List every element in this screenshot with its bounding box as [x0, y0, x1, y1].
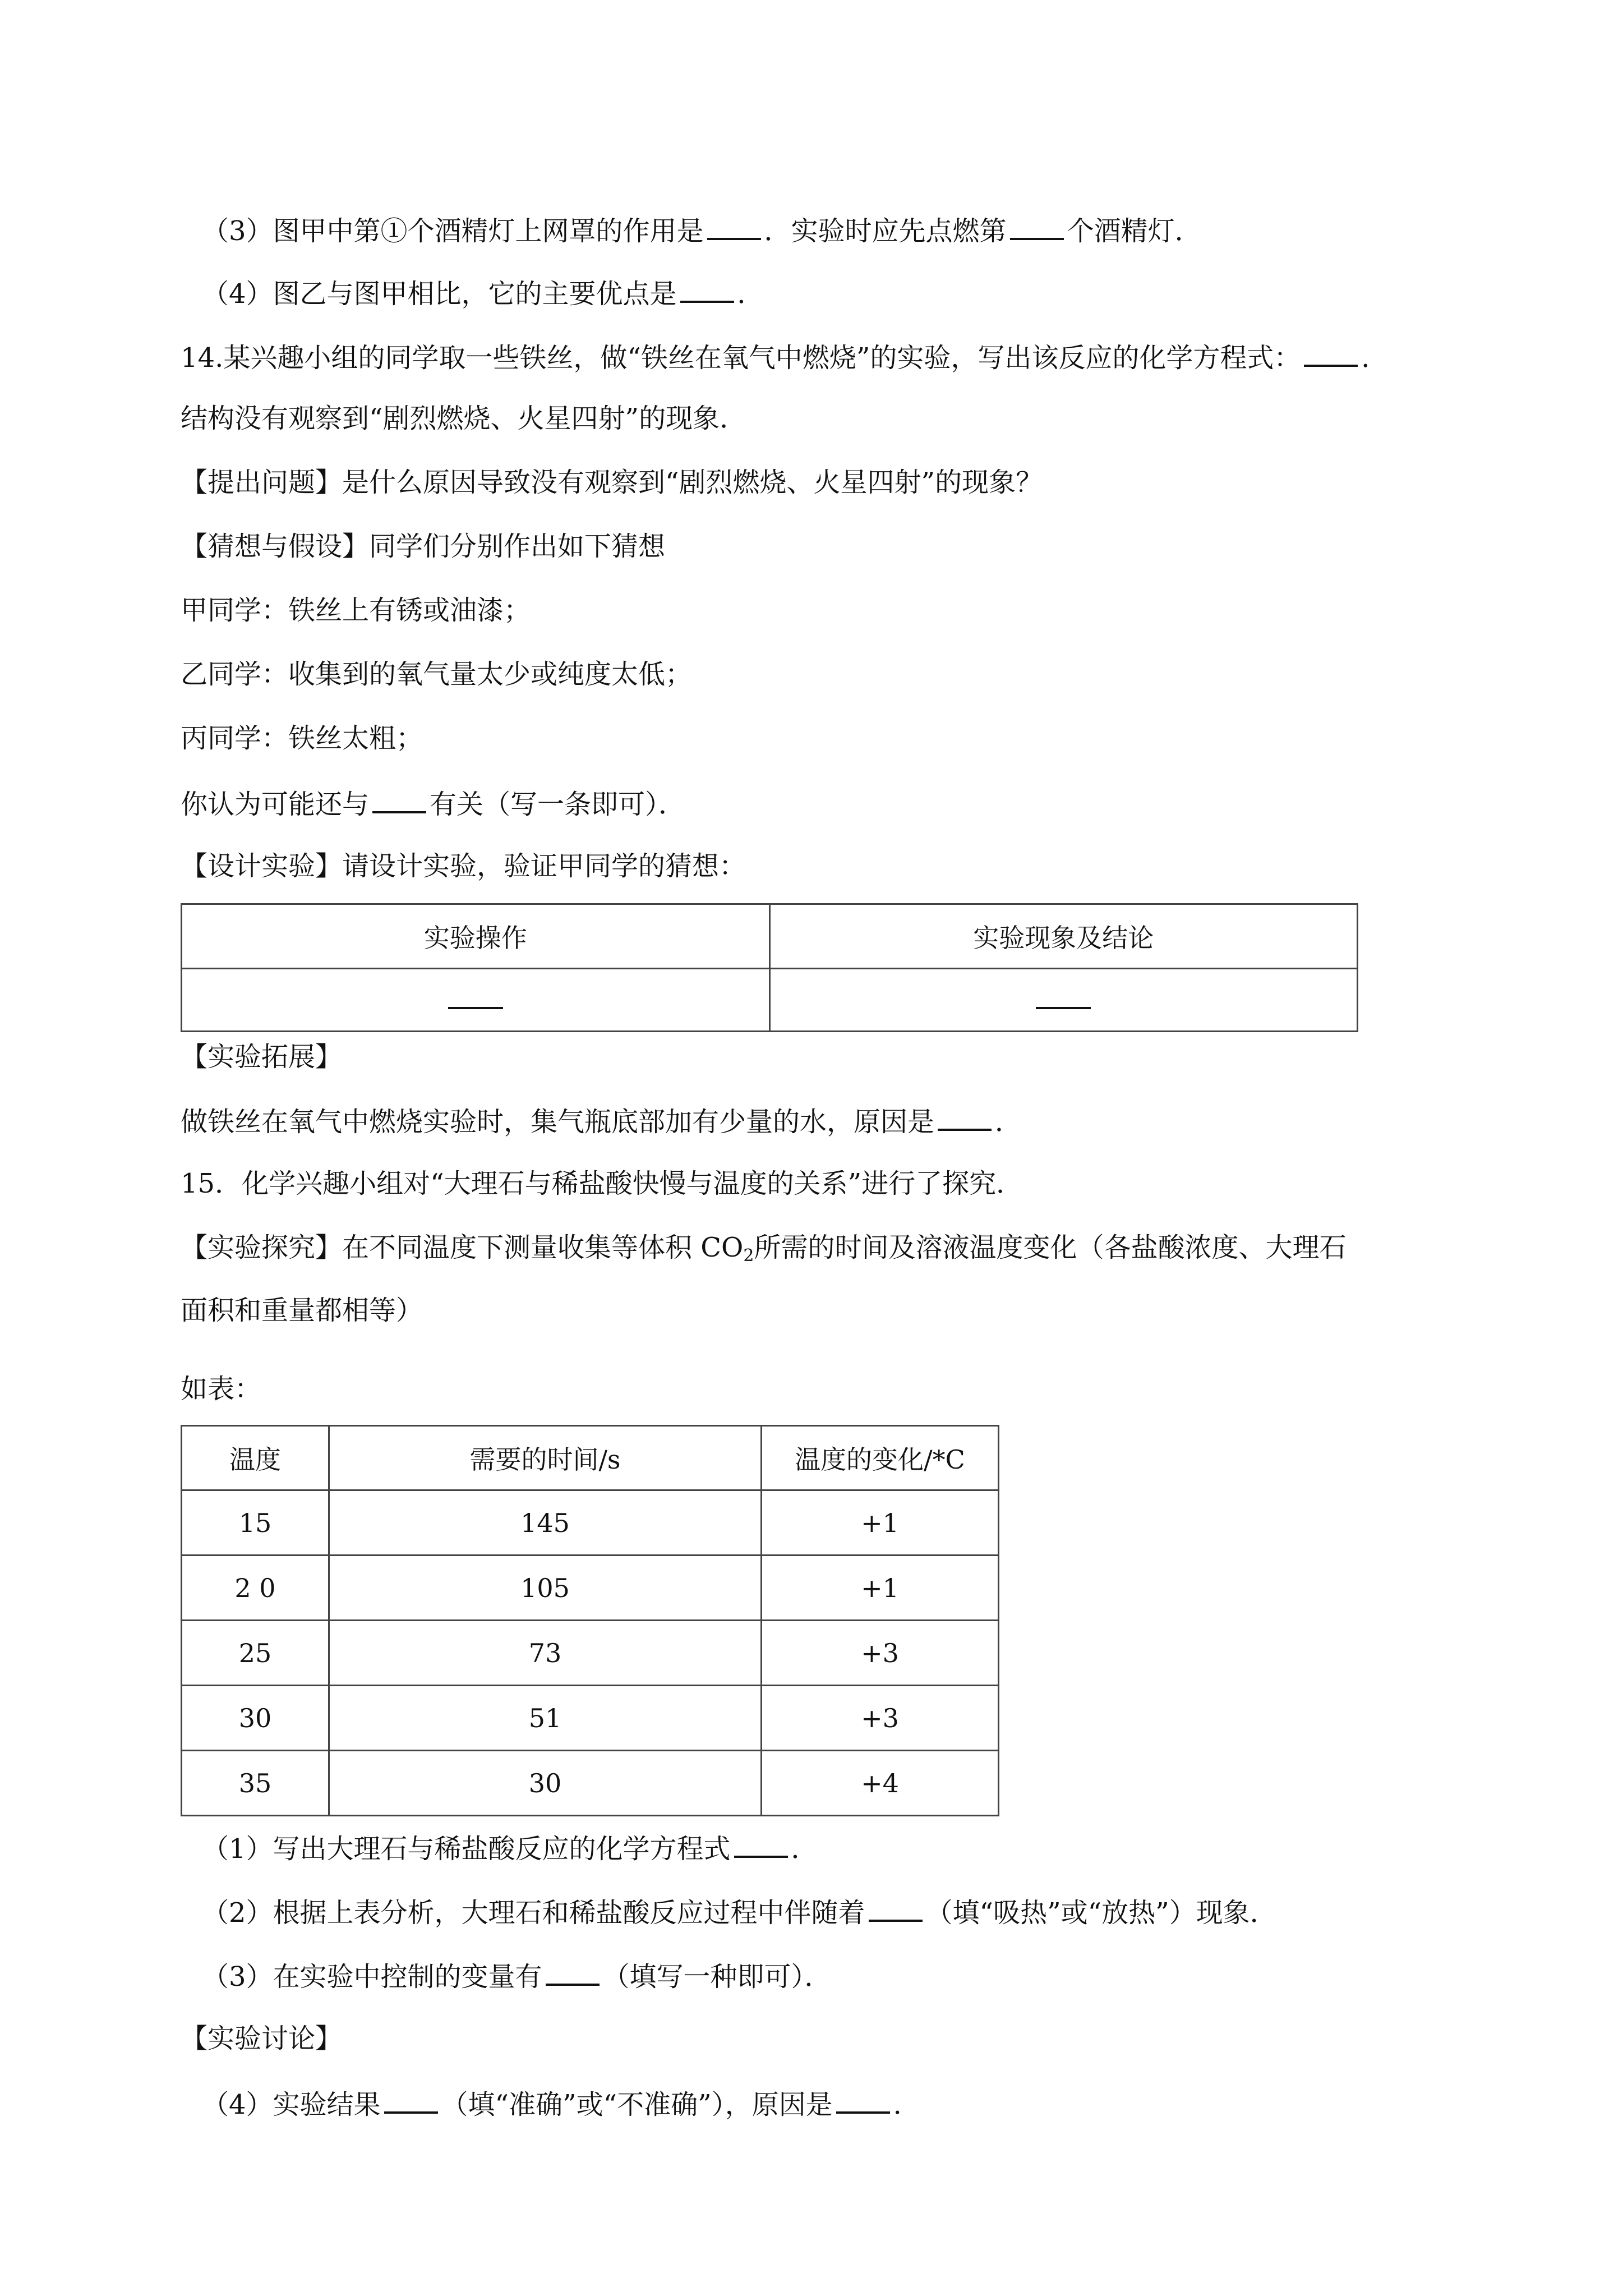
- text: 做铁丝在氧气中燃烧实验时，集气瓶底部加有少量的水，原因是: [181, 1106, 935, 1138]
- table-row: [182, 1490, 999, 1556]
- text: （填“准确”或“不准确”），原因是: [441, 2089, 833, 2120]
- answer-blank[interactable]: [734, 1830, 788, 1858]
- answer-blank[interactable]: [372, 785, 426, 813]
- hypothesis-c: 丙同学：铁丝太粗；: [181, 723, 423, 754]
- table-cell: +3: [762, 1621, 999, 1686]
- header-cell: 温度: [182, 1426, 329, 1490]
- section-design-experiment: 【设计实验】请设计实验，验证甲同学的猜想：: [181, 850, 746, 882]
- text: （2）根据上表分析，大理石和稀盐酸反应过程中伴随着: [202, 1897, 865, 1929]
- answer-blank[interactable]: [1304, 339, 1358, 367]
- table-cell: 145: [329, 1490, 761, 1556]
- table-row: [182, 1556, 999, 1621]
- hypothesis-a: 甲同学：铁丝上有锈或油漆；: [181, 595, 531, 626]
- table-cell: 51: [329, 1686, 761, 1751]
- table-row: [182, 969, 1358, 1032]
- answer-blank[interactable]: [448, 990, 503, 1009]
- text: （4）实验结果: [202, 2089, 381, 2120]
- text: ．: [791, 1833, 818, 1865]
- experiment-design-table: [181, 903, 1358, 1032]
- table-cell: +4: [762, 1751, 999, 1816]
- answer-blank[interactable]: [869, 1894, 923, 1922]
- subscript: 2: [743, 1246, 754, 1266]
- extension-question: [181, 1103, 1022, 1137]
- table-intro: 如表：: [181, 1373, 262, 1405]
- text: ．: [893, 2089, 920, 2120]
- text: ．实验时应先点燃第: [764, 215, 1007, 247]
- section-experiment-discussion: 【实验讨论】: [181, 2023, 343, 2054]
- table-row: [182, 1621, 999, 1686]
- answer-blank[interactable]: [546, 1958, 600, 1986]
- answer-blank[interactable]: [384, 2086, 438, 2114]
- section-raise-question: 【提出问题】是什么原因导致没有观察到“剧烈燃烧、火星四射”的现象？: [181, 467, 1043, 498]
- table-cell: 25: [182, 1621, 329, 1686]
- text: （3）图甲中第①个酒精灯上网罩的作用是: [202, 215, 704, 247]
- question-15-1: [202, 1830, 818, 1864]
- text: （3）在实验中控制的变量有: [202, 1961, 542, 1993]
- answer-blank[interactable]: [680, 275, 734, 303]
- text: ．: [995, 1106, 1022, 1138]
- text: 所需的时间及溶液温度变化（各盐酸浓度、大理石: [754, 1232, 1347, 1263]
- text: （1）写出大理石与稀盐酸反应的化学方程式: [202, 1833, 731, 1865]
- hypothesis-b: 乙同学：收集到的氧气量太少或纯度太低；: [181, 659, 693, 690]
- table-cell: [769, 969, 1358, 1032]
- header-cell: 实验操作: [182, 904, 770, 969]
- table-cell: 15: [182, 1490, 329, 1556]
- answer-blank[interactable]: [938, 1103, 992, 1131]
- text: ．: [1361, 342, 1389, 374]
- table-header-row: [182, 904, 1358, 969]
- section-experiment-inquiry: [181, 1231, 1346, 1264]
- text: ．: [737, 278, 764, 310]
- text: （4）图乙与图甲相比，它的主要优点是: [202, 278, 677, 310]
- header-cell: 实验现象及结论: [769, 904, 1358, 969]
- table-cell: 2 0: [182, 1556, 329, 1621]
- answer-blank[interactable]: [1010, 212, 1064, 240]
- text: 【实验探究】在不同温度下测量收集等体积 CO: [181, 1232, 744, 1263]
- header-cell: 温度的变化/*C: [762, 1426, 999, 1490]
- answer-blank[interactable]: [1036, 990, 1091, 1009]
- table-cell: +1: [762, 1490, 999, 1556]
- text: 个酒精灯．: [1067, 215, 1202, 247]
- answer-blank[interactable]: [836, 2086, 890, 2114]
- table-cell: [182, 969, 770, 1032]
- table-cell: +3: [762, 1686, 999, 1751]
- paragraph: 面积和重量都相等）: [181, 1295, 423, 1326]
- text: 14.某兴趣小组的同学取一些铁丝，做“铁丝在氧气中燃烧”的实验，写出该反应的化学方程式：: [181, 342, 1301, 374]
- answer-blank[interactable]: [707, 212, 761, 240]
- question-14-stem: [181, 339, 1388, 372]
- table-cell: 30: [329, 1751, 761, 1816]
- text: （填“吸热”或“放热”）现象．: [925, 1897, 1277, 1929]
- question-15-2: [202, 1894, 1277, 1927]
- table-row: [182, 1751, 999, 1816]
- table-cell: +1: [762, 1556, 999, 1621]
- table-header-row: [182, 1426, 999, 1490]
- question-13-3: [202, 212, 1202, 246]
- text: 有关（写一条即可）．: [430, 789, 686, 820]
- table-cell: 30: [182, 1686, 329, 1751]
- question-13-4: [202, 275, 764, 309]
- section-experiment-extension: 【实验拓展】: [181, 1041, 343, 1073]
- paragraph: 结构没有观察到“剧烈燃烧、火星四射”的现象．: [181, 403, 747, 434]
- text: 你认为可能还与: [181, 789, 370, 820]
- table-cell: 105: [329, 1556, 761, 1621]
- temperature-table: [181, 1425, 999, 1816]
- hypothesis-own: [181, 785, 685, 819]
- table-cell: 73: [329, 1621, 761, 1686]
- question-15-3: [202, 1958, 832, 1991]
- text: （填写一种即可）．: [602, 1961, 832, 1993]
- table-row: [182, 1686, 999, 1751]
- table-cell: 35: [182, 1751, 329, 1816]
- question-15-4: [202, 2086, 920, 2119]
- header-cell: 需要的时间/s: [329, 1426, 761, 1490]
- section-hypothesis: 【猜想与假设】同学们分别作出如下猜想: [181, 531, 666, 562]
- question-15-stem: 15．化学兴趣小组对“大理石与稀盐酸快慢与温度的关系”进行了探究．: [181, 1168, 1023, 1199]
